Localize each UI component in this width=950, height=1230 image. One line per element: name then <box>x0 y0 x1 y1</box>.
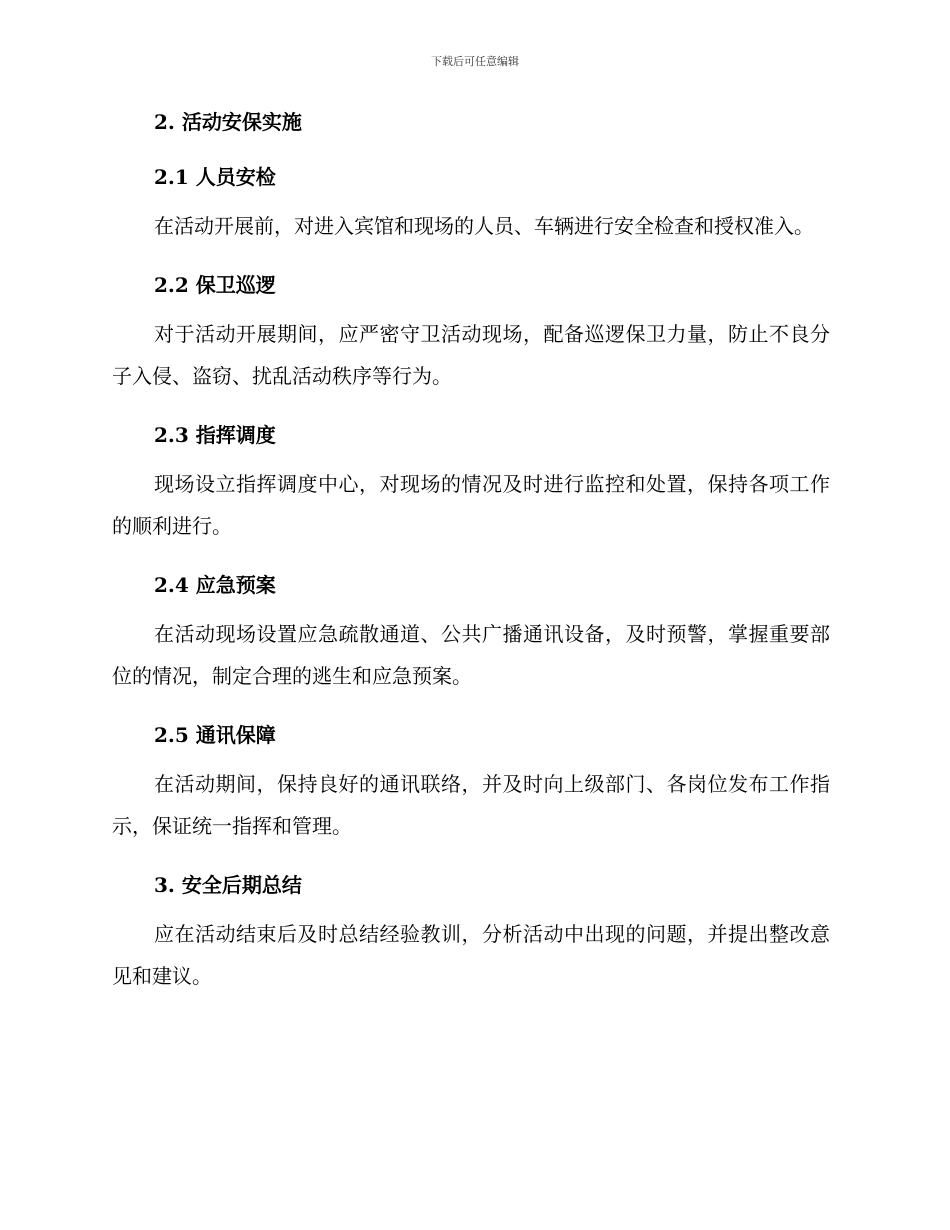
subsection-heading: 2.5 通讯保障 <box>154 723 276 747</box>
subsection-2-2 <box>112 271 830 397</box>
subsection-heading: 2.3 指挥调度 <box>154 423 276 447</box>
section-heading: 3. 安全后期总结 <box>154 873 302 897</box>
subsection-2-1 <box>112 163 830 247</box>
subsection-2-3 <box>112 421 830 547</box>
paragraph: 在活动现场设置应急疏散通道、公共广播通讯设备，及时预警，掌握重要部位的情况，制定合理的逃生和应急预案。 <box>112 622 830 688</box>
subsection-2-5 <box>112 721 830 847</box>
subsection-2-4 <box>112 571 830 697</box>
subsection-heading: 2.1 人员安检 <box>154 165 276 189</box>
paragraph: 对于活动开展期间，应严密守卫活动现场，配备巡逻保卫力量，防止不良分子入侵、盗窃、扰乱活动秩序等行为。 <box>112 322 830 388</box>
section-3 <box>112 871 830 997</box>
subsection-heading: 2.4 应急预案 <box>154 573 276 597</box>
paragraph: 现场设立指挥调度中心，对现场的情况及时进行监控和处置，保持各项工作的顺利进行。 <box>112 472 830 538</box>
paragraph: 在活动期间，保持良好的通讯联络，并及时向上级部门、各岗位发布工作指示，保证统一指挥和管理。 <box>112 772 830 838</box>
paragraph: 在活动开展前，对进入宾馆和现场的人员、车辆进行安全检查和授权准入。 <box>154 214 814 238</box>
page-header: 下载后可任意编辑 <box>431 55 519 68</box>
paragraph: 应在活动结束后及时总结经验教训，分析活动中出现的问题，并提出整改意见和建议。 <box>112 922 830 988</box>
subsection-heading: 2.2 保卫巡逻 <box>154 273 276 297</box>
section-heading: 2. 活动安保实施 <box>154 110 302 134</box>
document-body <box>112 108 830 1021</box>
